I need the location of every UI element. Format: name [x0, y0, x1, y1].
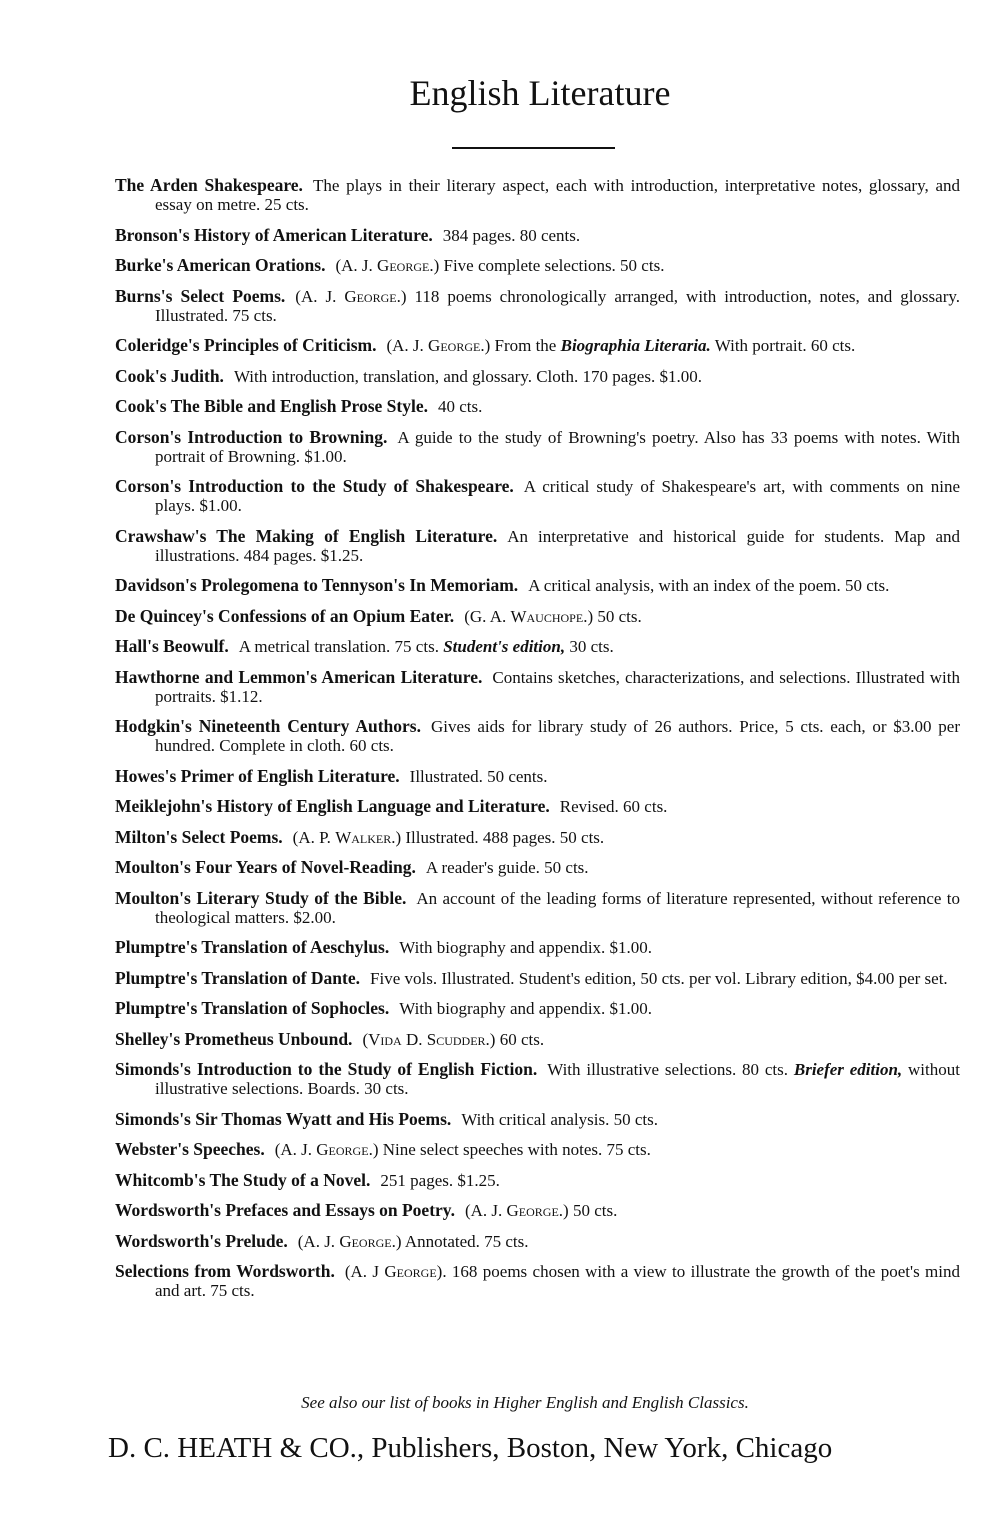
book-title: Meiklejohn's History of English Language and Literature.	[115, 796, 550, 816]
book-description: The plays in their literary aspect, each with introduction, interpretative notes, glossary, and essay on metre. 25 cts.	[155, 176, 961, 214]
book-description: With biography and appendix. $1.00.	[399, 938, 653, 957]
book-description: 40 cts.	[437, 397, 483, 416]
book-title: Cook's The Bible and English Prose Style.	[115, 396, 428, 416]
book-title: Corson's Introduction to the Study of Shakespeare.	[115, 476, 514, 496]
editor-name: George	[377, 256, 430, 275]
editor-name: Wauchope	[510, 606, 584, 626]
book-title: Wordsworth's Prelude.	[115, 1230, 288, 1251]
book-title: De Quincey's Confessions of an Opium Eater.	[115, 605, 455, 626]
book-title: Moulton's Four Years of Novel-Reading.	[115, 857, 416, 877]
book-entry	[115, 176, 960, 214]
book-description: With portrait. 60 cts.	[710, 336, 856, 355]
book-entry	[115, 969, 960, 988]
book-entry	[115, 1140, 960, 1159]
book-description: (A. J.	[464, 1201, 507, 1220]
book-title: Corson's Introduction to Browning.	[115, 426, 388, 447]
book-description: .) Illustrated. 488 pages. 50 cts.	[391, 827, 605, 847]
book-description: 251 pages. $1.25.	[380, 1170, 500, 1190]
editor-name: Scudder	[426, 1029, 486, 1049]
book-description: (A. J.	[295, 286, 345, 306]
book-description: .) 50 cts.	[583, 606, 642, 626]
book-entry	[115, 607, 960, 626]
book-title: Whitcomb's The Study of a Novel.	[115, 1169, 371, 1190]
book-list	[115, 176, 960, 1312]
book-description: Revised. 60 cts.	[559, 797, 668, 816]
book-entry	[115, 797, 960, 816]
book-entry	[115, 858, 960, 877]
book-description: (A. P.	[292, 827, 336, 847]
book-description: ). 168 poems chosen with a view to illustrate the growth of the poet's mind and art. 75 cts.	[155, 1262, 960, 1300]
editor-name: Vida	[368, 1029, 402, 1049]
book-description: 384 pages. 80 cents.	[442, 225, 581, 245]
book-entry	[115, 1262, 960, 1300]
book-description: A metrical translation. 75 cts.	[238, 637, 444, 656]
book-description: A reader's guide. 50 cts.	[425, 858, 589, 877]
book-entry	[115, 428, 960, 466]
book-title: Plumptre's Translation of Dante.	[115, 967, 361, 988]
book-entry	[115, 668, 960, 706]
book-title: Hodgkin's Nineteenth Century Authors.	[115, 716, 421, 736]
editor-name: Walker	[335, 827, 392, 847]
book-entry	[115, 637, 960, 656]
book-entry	[115, 477, 960, 515]
book-entry	[115, 576, 960, 595]
italic-text: Briefer edition,	[793, 1060, 903, 1079]
book-entry	[115, 256, 960, 275]
book-description: Contains sketches, characterizations, and selections. Illustrated with portraits. $1.12.	[155, 667, 960, 706]
book-entry	[115, 1201, 960, 1220]
book-title: Crawshaw's The Making of English Literature.	[115, 525, 498, 546]
book-entry	[115, 1110, 960, 1129]
book-entry	[115, 889, 960, 927]
book-description: .) 50 cts.	[558, 1201, 618, 1220]
title-rule	[452, 147, 615, 149]
see-also-note: See also our list of books in Higher English and English Classics.	[301, 1393, 749, 1412]
book-entry	[115, 767, 960, 786]
book-entry	[115, 938, 960, 957]
book-title: Burke's American Orations.	[115, 255, 326, 275]
book-title: Milton's Select Poems.	[115, 826, 283, 847]
book-description: .) 118 poems chronologically arranged, with introduction, notes, and glossary. Illustrated. 75 cts.	[155, 286, 960, 325]
italic-text: Student's edition,	[443, 637, 566, 656]
book-description: .) Nine select speeches with notes. 75 cts.	[368, 1140, 651, 1159]
book-title: Shelley's Prometheus Unbound.	[115, 1028, 353, 1049]
book-description: A critical study of Shakespeare's art, with comments on nine plays. $1.00.	[155, 477, 960, 515]
book-description: Five vols. Illustrated. Student's edition, 50 cts. per vol. Library edition, $4.00 per set.	[370, 968, 948, 988]
book-description: A critical analysis, with an index of the poem. 50 cts.	[528, 576, 890, 595]
book-entry	[115, 397, 960, 416]
book-entry	[115, 1171, 960, 1190]
book-title: Simonds's Sir Thomas Wyatt and His Poems.	[115, 1108, 452, 1129]
book-description: An account of the leading forms of literature represented, without reference to theological matters. $2.00.	[155, 888, 960, 927]
book-title: Burns's Select Poems.	[115, 285, 286, 306]
book-description: (A. J	[344, 1262, 385, 1281]
book-title: Howes's Primer of English Literature.	[115, 765, 400, 786]
book-description: An interpretative and historical guide for students. Map and illustrations. 484 pages. $1.25.	[155, 526, 960, 565]
publisher-imprint: D. C. HEATH & CO., Publishers, Boston, New York, Chicago	[108, 1432, 833, 1464]
book-title: Plumptre's Translation of Sophocles.	[115, 998, 390, 1018]
book-entry	[115, 717, 960, 755]
book-entry	[115, 1232, 960, 1251]
book-description: (A. J.	[386, 336, 429, 355]
editor-name: George	[428, 336, 481, 355]
page-title: English Literature	[409, 73, 671, 113]
book-description: Gives aids for library study of 26 authors. Price, 5 cts. each, or $3.00 per hundred. Complete in cloth. 60 cts.	[155, 717, 960, 755]
book-title: Coleridge's Principles of Criticism.	[115, 335, 377, 355]
book-entry	[115, 287, 960, 325]
book-description: .) From the	[480, 336, 561, 355]
book-description: A guide to the study of Browning's poetry. Also has 33 poems with notes. With portrait of Browning. $1.00.	[155, 427, 960, 466]
book-entry	[115, 1030, 960, 1049]
book-description: Illustrated. 50 cents.	[409, 766, 548, 786]
book-description: With critical analysis. 50 cts.	[461, 1109, 658, 1129]
editor-name: George	[384, 1262, 437, 1281]
book-description: (A. J.	[274, 1140, 317, 1159]
book-title: Selections from Wordsworth.	[115, 1261, 335, 1281]
book-entry	[115, 226, 960, 245]
book-title: Bronson's History of American Literature.	[115, 224, 433, 245]
book-description: With biography and appendix. $1.00.	[399, 999, 653, 1018]
editor-name: George	[339, 1231, 392, 1251]
book-description: D.	[401, 1029, 427, 1049]
book-description: .) 60 cts.	[485, 1029, 545, 1049]
book-entry	[115, 527, 960, 565]
editor-name: George	[344, 286, 397, 306]
book-entry	[115, 336, 960, 355]
book-entry	[115, 367, 960, 386]
book-title: Simonds's Introduction to the Study of English Fiction.	[115, 1059, 538, 1079]
book-title: The Arden Shakespeare.	[115, 175, 303, 195]
book-title: Plumptre's Translation of Aeschylus.	[115, 937, 390, 957]
book-description: (	[362, 1029, 369, 1049]
book-entry	[115, 828, 960, 847]
book-description: .) Five complete selections. 50 cts.	[429, 256, 665, 275]
book-title: Webster's Speeches.	[115, 1139, 265, 1159]
book-entry	[115, 999, 960, 1018]
book-description: (A. J.	[297, 1231, 340, 1251]
book-description: (A. J.	[335, 256, 378, 275]
book-title: Moulton's Literary Study of the Bible.	[115, 887, 407, 908]
book-description: without illustrative selections. Boards. 30 cts.	[155, 1060, 960, 1098]
book-title: Wordsworth's Prefaces and Essays on Poetry.	[115, 1200, 455, 1220]
italic-text: Biographia Literaria.	[560, 336, 711, 355]
book-description: .) Annotated. 75 cts.	[391, 1231, 529, 1251]
book-title: Davidson's Prolegomena to Tennyson's In Memoriam.	[115, 575, 519, 595]
book-description: 30 cts.	[565, 637, 614, 656]
book-title: Hall's Beowulf.	[115, 636, 229, 656]
book-title: Cook's Judith.	[115, 365, 224, 386]
editor-name: George	[316, 1140, 369, 1159]
book-entry	[115, 1060, 960, 1098]
book-description: (G. A.	[464, 606, 511, 626]
editor-name: George	[506, 1201, 559, 1220]
book-title: Hawthorne and Lemmon's American Literature.	[115, 666, 483, 687]
book-description: With introduction, translation, and glossary. Cloth. 170 pages. $1.00.	[233, 366, 702, 386]
book-description: With illustrative selections. 80 cts.	[547, 1060, 794, 1079]
